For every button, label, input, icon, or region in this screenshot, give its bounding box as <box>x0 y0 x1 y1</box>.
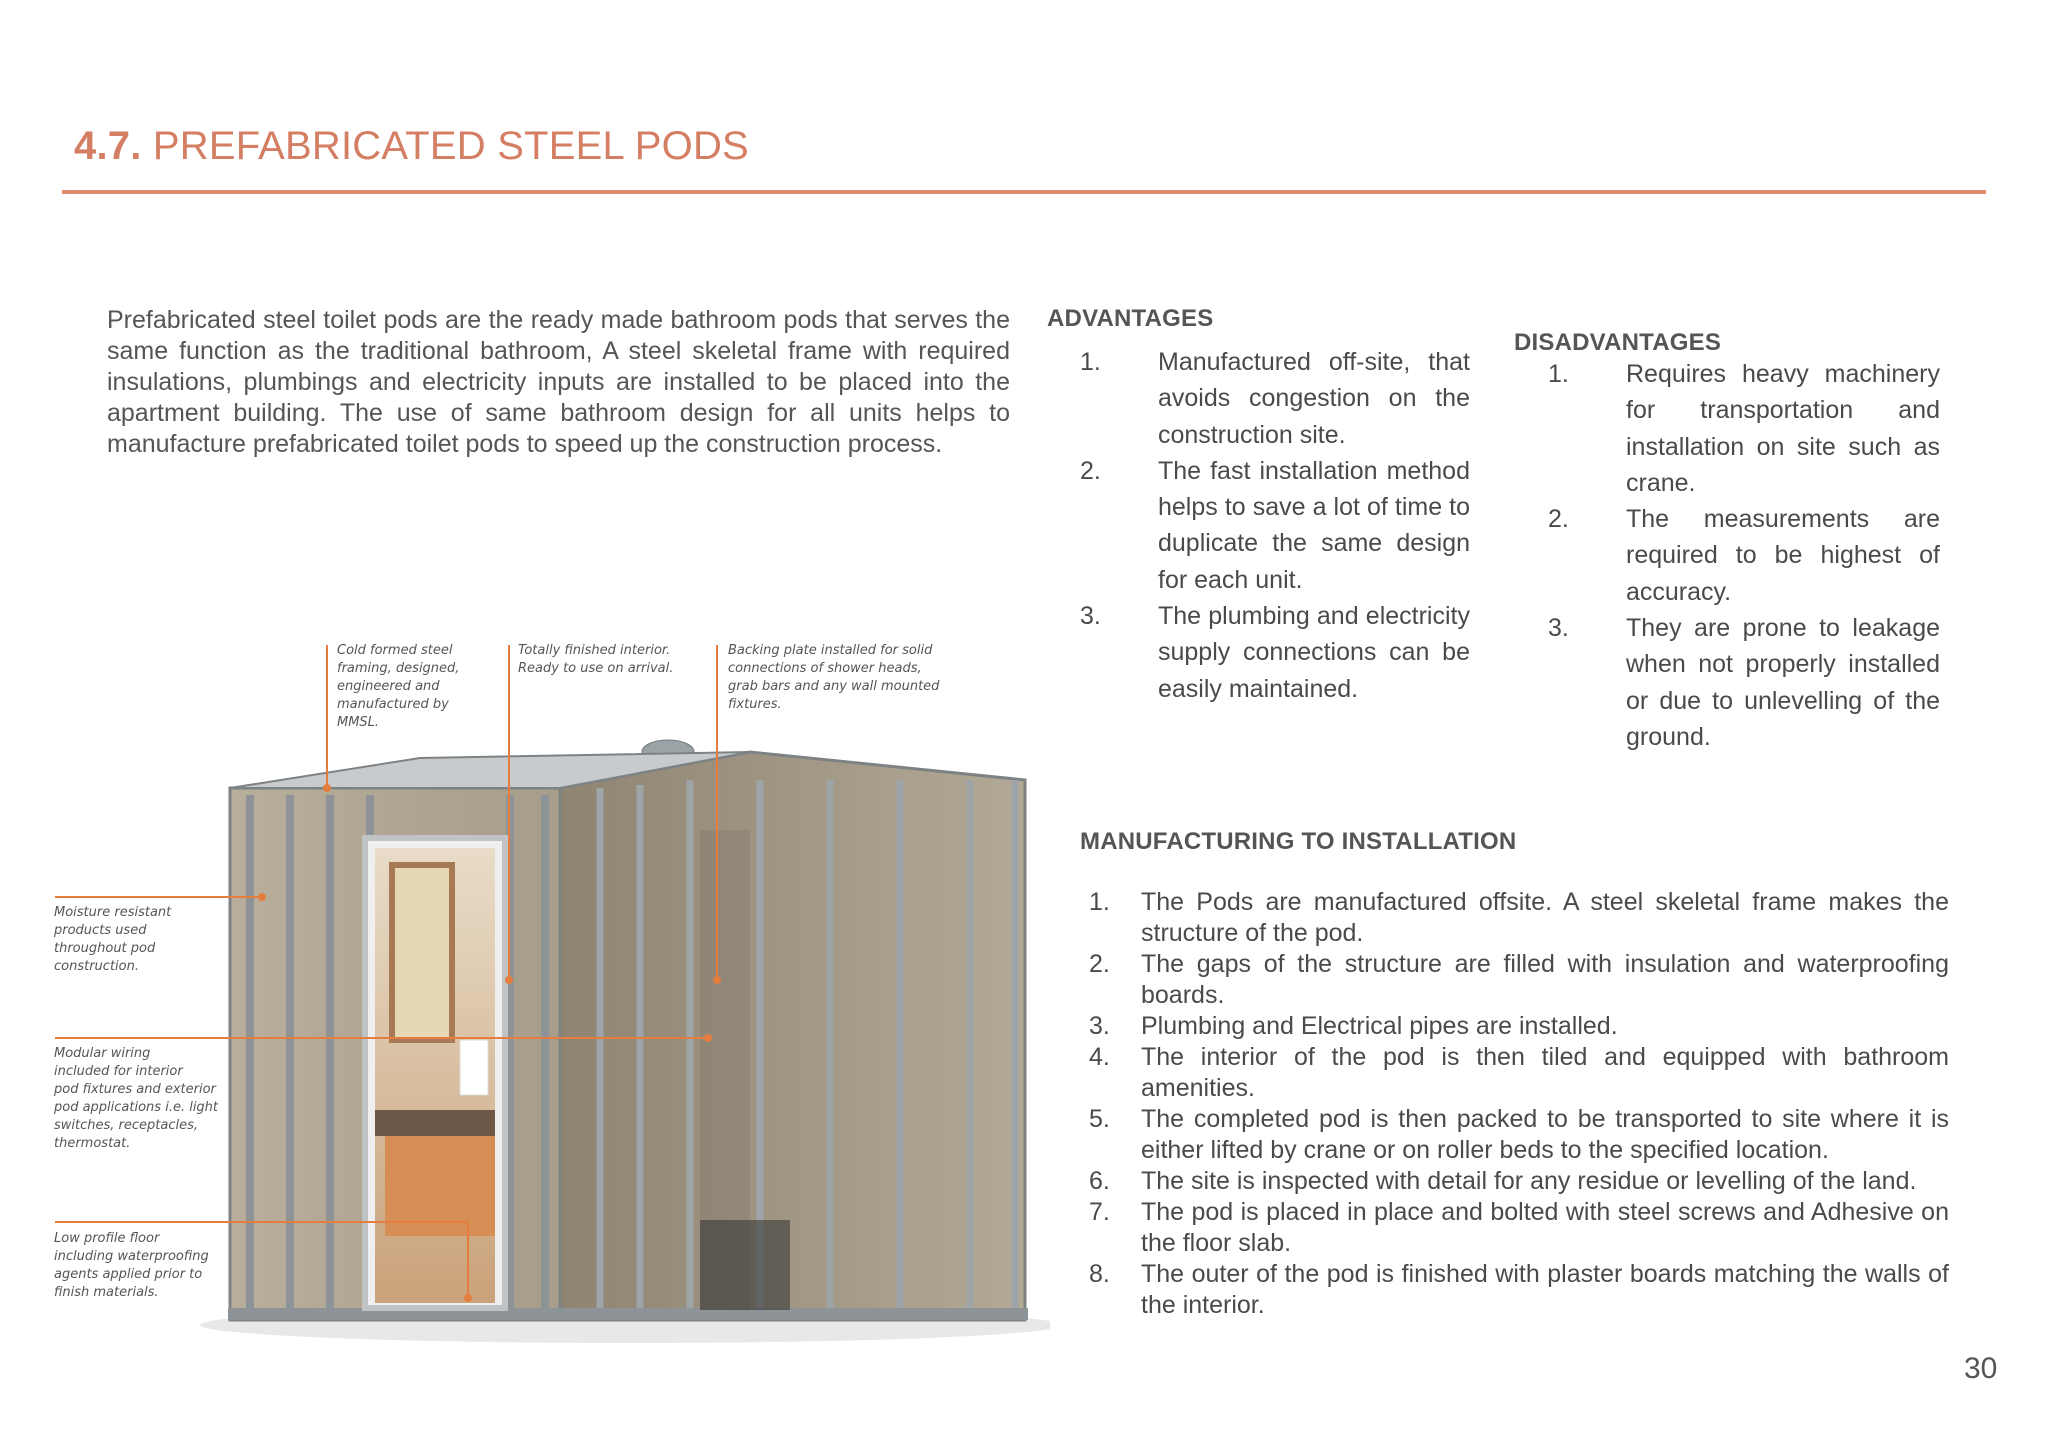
item-text: They are prone to leakage when not properly installed or due to unlevelling of the ground. <box>1626 614 1940 751</box>
item-number: 4. <box>1089 1043 1110 1071</box>
callout-interior: Totally finished interior. Ready to use on arrival. <box>518 643 674 676</box>
list-item <box>1089 949 1949 1011</box>
item-number: 5. <box>1089 1105 1110 1133</box>
item-number: 3. <box>1089 1012 1110 1040</box>
manufacturing-list <box>1089 887 1949 1321</box>
item-text: The pod is placed in place and bolted with steel screws and Adhesive on the floor slab. <box>1141 1198 1949 1257</box>
list-item <box>1089 1011 1949 1042</box>
towels <box>460 1040 488 1095</box>
list-item <box>1080 453 1470 598</box>
callout-backing: Backing plate installed for solid connections of shower heads, grab bars and any wall mounted fixtures. <box>728 643 940 712</box>
advantages-list <box>1080 344 1470 707</box>
section-number: 4.7. <box>74 124 142 168</box>
mirror <box>392 865 452 1040</box>
item-text: The completed pod is then packed to be transported to site where it is either lifted by crane or on roller beds to the specified location. <box>1141 1105 1949 1164</box>
bottom-track <box>228 1308 1028 1320</box>
list-item <box>1548 356 1940 501</box>
intro-paragraph: Prefabricated steel toilet pods are the ready made bathroom pods that serves the same function as the traditional bathroom, A steel skeletal frame with required insulations, plumbings and electricity inputs are installed to be placed into the apartment building. The use of same bathroom design for all units helps to manufacture prefabricated toilet pods to speed up the construction process. <box>107 306 1010 458</box>
item-number: 1. <box>1548 360 1569 388</box>
item-text: Plumbing and Electrical pipes are installed. <box>1141 1012 1618 1040</box>
steel-pod-figure <box>40 630 1050 1390</box>
list-item <box>1548 610 1940 755</box>
item-number: 3. <box>1080 602 1101 631</box>
list-item <box>1089 887 1949 949</box>
callout-framing: Cold formed steel framing, designed, engineered and manufactured by MMSL. <box>337 643 460 730</box>
vanity-counter <box>375 1110 495 1136</box>
list-item <box>1089 1197 1949 1259</box>
item-number: 7. <box>1089 1198 1110 1226</box>
callout-moisture: Moisture resistant products used throughout pod construction. <box>54 905 172 974</box>
item-text: The plumbing and electricity supply connections can be easily maintained. <box>1158 602 1470 703</box>
title-divider <box>62 190 1986 194</box>
list-item <box>1089 1166 1949 1197</box>
page-number: 30 <box>1964 1352 1998 1385</box>
item-text: The measurements are required to be highest of accuracy. <box>1626 505 1940 606</box>
item-text: The Pods are manufactured offsite. A steel skeletal frame makes the structure of the pod. <box>1141 888 1949 947</box>
disadvantages-list <box>1548 356 1940 755</box>
list-item <box>1089 1259 1949 1321</box>
item-number: 8. <box>1089 1260 1110 1288</box>
item-number: 1. <box>1089 888 1110 916</box>
callout-wiring: Modular wiring included for interior pod fixtures and exterior pod applications i.e. light switches, receptacles, thermostat. <box>54 1046 219 1151</box>
item-text: Manufactured off-site, that avoids congestion on the construction site. <box>1158 348 1470 449</box>
section-title: PREFABRICATED STEEL PODS <box>152 124 749 168</box>
item-text: The interior of the pod is then tiled and equipped with bathroom amenities. <box>1141 1043 1949 1102</box>
item-text: The fast installation method helps to save a lot of time to duplicate the same design for each unit. <box>1158 456 1470 594</box>
item-text: Requires heavy machinery for transportation and installation on site such as crane. <box>1626 360 1940 497</box>
item-text: The site is inspected with detail for any residue or levelling of the land. <box>1141 1167 1917 1195</box>
item-number: 6. <box>1089 1167 1110 1195</box>
page-title <box>74 124 749 169</box>
shower-base <box>700 1220 790 1310</box>
list-item <box>1089 1104 1949 1166</box>
item-number: 2. <box>1548 505 1569 534</box>
list-item <box>1080 598 1470 707</box>
manufacturing-heading: MANUFACTURING TO INSTALLATION <box>1080 828 1517 855</box>
side-wall <box>560 752 1025 1320</box>
list-item <box>1548 501 1940 610</box>
item-text: The outer of the pod is finished with plaster boards matching the walls of the interior. <box>1141 1260 1949 1319</box>
callout-floor: Low profile floor including waterproofing agents applied prior to finish materials. <box>54 1231 209 1300</box>
item-number: 3. <box>1548 614 1569 643</box>
item-number: 1. <box>1080 348 1101 376</box>
item-text: The gaps of the structure are filled with insulation and waterproofing boards. <box>1141 950 1949 1009</box>
disadvantages-heading: DISADVANTAGES <box>1514 329 1722 356</box>
list-item <box>1089 1042 1949 1104</box>
list-item <box>1080 344 1470 453</box>
advantages-heading: ADVANTAGES <box>1047 305 1214 332</box>
item-number: 2. <box>1089 950 1110 978</box>
item-number: 2. <box>1080 456 1101 485</box>
